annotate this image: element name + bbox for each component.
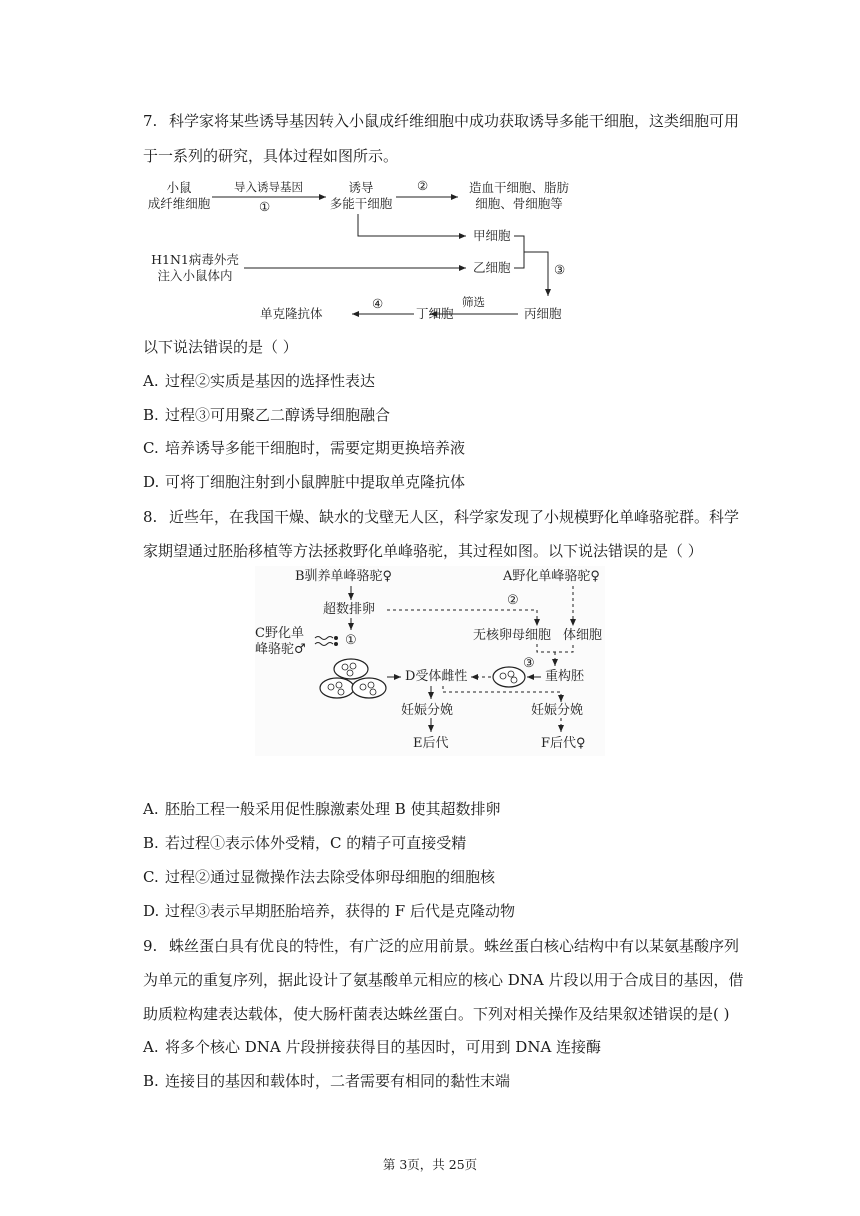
option-text: 胚胎工程一般采用促性腺激素处理 B 使其超数排卵 <box>165 800 501 818</box>
ips-line2: 多能干细胞 <box>329 196 393 211</box>
reconstructed-embryo: 重构胚 <box>545 669 585 684</box>
option-letter: B. <box>143 834 159 852</box>
arrow3-number: ③ <box>554 262 566 277</box>
option-text: 若过程①表示体外受精，C 的精子可直接受精 <box>165 834 467 852</box>
ips-line1: 诱导 <box>348 180 374 195</box>
h1n1-label <box>146 252 244 284</box>
h1n1-line2: 注入小鼠体内 <box>157 268 233 283</box>
q8-option-b <box>143 833 466 853</box>
arrow1-label: 导入诱导基因 <box>234 180 303 194</box>
option-text: 过程③表示早期胚胎培养，获得的 F 后代是克隆动物 <box>165 902 515 920</box>
process-3-number: ③ <box>523 656 535 671</box>
h1n1-line1: H1N1病毒外壳 <box>151 252 239 267</box>
screen-label: 筛选 <box>462 295 485 309</box>
q8-stem-text: 近些年，在我国干燥、缺水的戈壁无人区，科学家发现了小规模野化单峰骆驼群。科学 <box>169 508 740 526</box>
cell-jia: 甲细胞 <box>473 228 511 243</box>
q7-option-a <box>143 371 375 391</box>
process-2-number: ② <box>507 593 519 608</box>
q7-stem-text: 科学家将某些诱导基因转入小鼠成纤维细胞中成功获取诱导多能干细胞，这类细胞可用 <box>169 112 740 130</box>
q7-option-d <box>143 472 465 492</box>
result-line1: 造血干细胞、脂肪 <box>468 180 569 195</box>
cell-yi: 乙细胞 <box>473 260 511 275</box>
page-footer: 第 3页，共 25页 <box>382 1157 478 1172</box>
somatic-cell: 体细胞 <box>563 628 603 643</box>
option-letter: C. <box>143 868 159 886</box>
q8-stem-line1 <box>143 507 739 527</box>
q8-option-d <box>143 901 515 921</box>
cell-bing: 丙细胞 <box>524 306 562 321</box>
enucleated-oocyte: 无核卵母细胞 <box>473 628 552 643</box>
option-text: 培养诱导多能干细胞时，需要定期更换培养液 <box>165 439 466 457</box>
q8-stem-line2: 家期望通过胚胎移植等方法拯救野化单峰骆驼，其过程如图。以下说法错误的是（ ） <box>143 542 703 560</box>
mouse-fibroblast-line2: 成纤维细胞 <box>147 196 211 211</box>
option-letter: D. <box>143 902 160 920</box>
q7-diagram <box>140 172 590 330</box>
q8-option-a <box>143 799 501 819</box>
question-number: 7. <box>143 112 158 130</box>
q8-diagram <box>255 566 605 756</box>
q7-prompt: 以下说法错误的是（ ） <box>143 338 298 356</box>
q7-stem-line1 <box>143 111 739 131</box>
option-letter: C. <box>143 439 159 457</box>
process-1-number: ① <box>345 633 357 648</box>
c-camel-line1: C野化单 <box>255 626 304 641</box>
option-letter: D. <box>143 473 160 491</box>
arrow4-number: ④ <box>372 296 384 311</box>
pregnancy-left: 妊娠分娩 <box>401 703 454 718</box>
pregnancy-right: 妊娠分娩 <box>531 703 584 718</box>
option-letter: B. <box>143 1072 159 1090</box>
option-letter: A. <box>143 372 159 390</box>
f-offspring: F后代♀ <box>541 736 586 751</box>
c-wild-camel-label <box>255 626 306 658</box>
ips-cell-label <box>326 180 396 212</box>
result-line2: 细胞、骨细胞等 <box>475 196 563 211</box>
monoclonal-antibody: 单克隆抗体 <box>260 306 323 321</box>
option-text: 将多个核心 DNA 片段拼接获得目的基因时，可用到 DNA 连接酶 <box>165 1038 602 1056</box>
option-text: 过程②通过显微操作法去除受体卵母细胞的细胞核 <box>165 868 496 886</box>
q7-option-b <box>143 405 390 425</box>
q9-option-b <box>143 1071 510 1091</box>
option-text: 可将丁细胞注射到小鼠脾脏中提取单克隆抗体 <box>165 473 466 491</box>
q9-stem-line2: 为单元的重复序列，据此设计了氨基酸单元相应的核心 DNA 片段以用于合成目的基因，借 <box>143 971 744 989</box>
differentiated-cells-label <box>460 180 578 212</box>
arrow1-number: ① <box>259 199 271 214</box>
option-letter: A. <box>143 800 159 818</box>
cell-ding: 丁细胞 <box>416 306 454 321</box>
superovulation: 超数排卵 <box>323 602 376 617</box>
option-letter: A. <box>143 1038 159 1056</box>
c-camel-line2: 峰骆驼♂ <box>255 642 306 657</box>
mouse-fibroblast-label <box>146 180 212 212</box>
option-letter: B. <box>143 406 159 424</box>
q8-option-c <box>143 867 495 887</box>
question-number: 9. <box>143 937 158 955</box>
question-number: 8. <box>143 508 158 526</box>
b-domestic-camel: B驯养单峰骆驼♀ <box>295 569 393 584</box>
q9-stem-line3: 助质粒构建表达载体，使大肠杆菌表达蛛丝蛋白。下列对相关操作及结果叙述错误的是( ) <box>143 1005 730 1023</box>
arrow2-number: ② <box>417 178 429 193</box>
a-wild-camel: A野化单峰骆驼♀ <box>503 569 600 584</box>
e-offspring: E后代 <box>413 736 449 751</box>
q9-option-a <box>143 1037 601 1057</box>
q7-option-c <box>143 438 465 458</box>
mouse-fibroblast-line1: 小鼠 <box>166 180 192 195</box>
q9-stem-text: 蛛丝蛋白具有优良的特性，有广泛的应用前景。蛛丝蛋白核心结构中有以某氨基酸序列 <box>169 937 740 955</box>
q9-stem-line1 <box>143 936 739 956</box>
option-text: 过程③可用聚乙二醇诱导细胞融合 <box>165 406 391 424</box>
q7-stem-line2: 于一系列的研究，具体过程如图所示。 <box>143 147 399 165</box>
d-recipient-female: D受体雌性 <box>405 669 468 684</box>
option-text: 过程②实质是基因的选择性表达 <box>165 372 376 390</box>
option-text: 连接目的基因和载体时，二者需要有相同的黏性末端 <box>165 1072 511 1090</box>
